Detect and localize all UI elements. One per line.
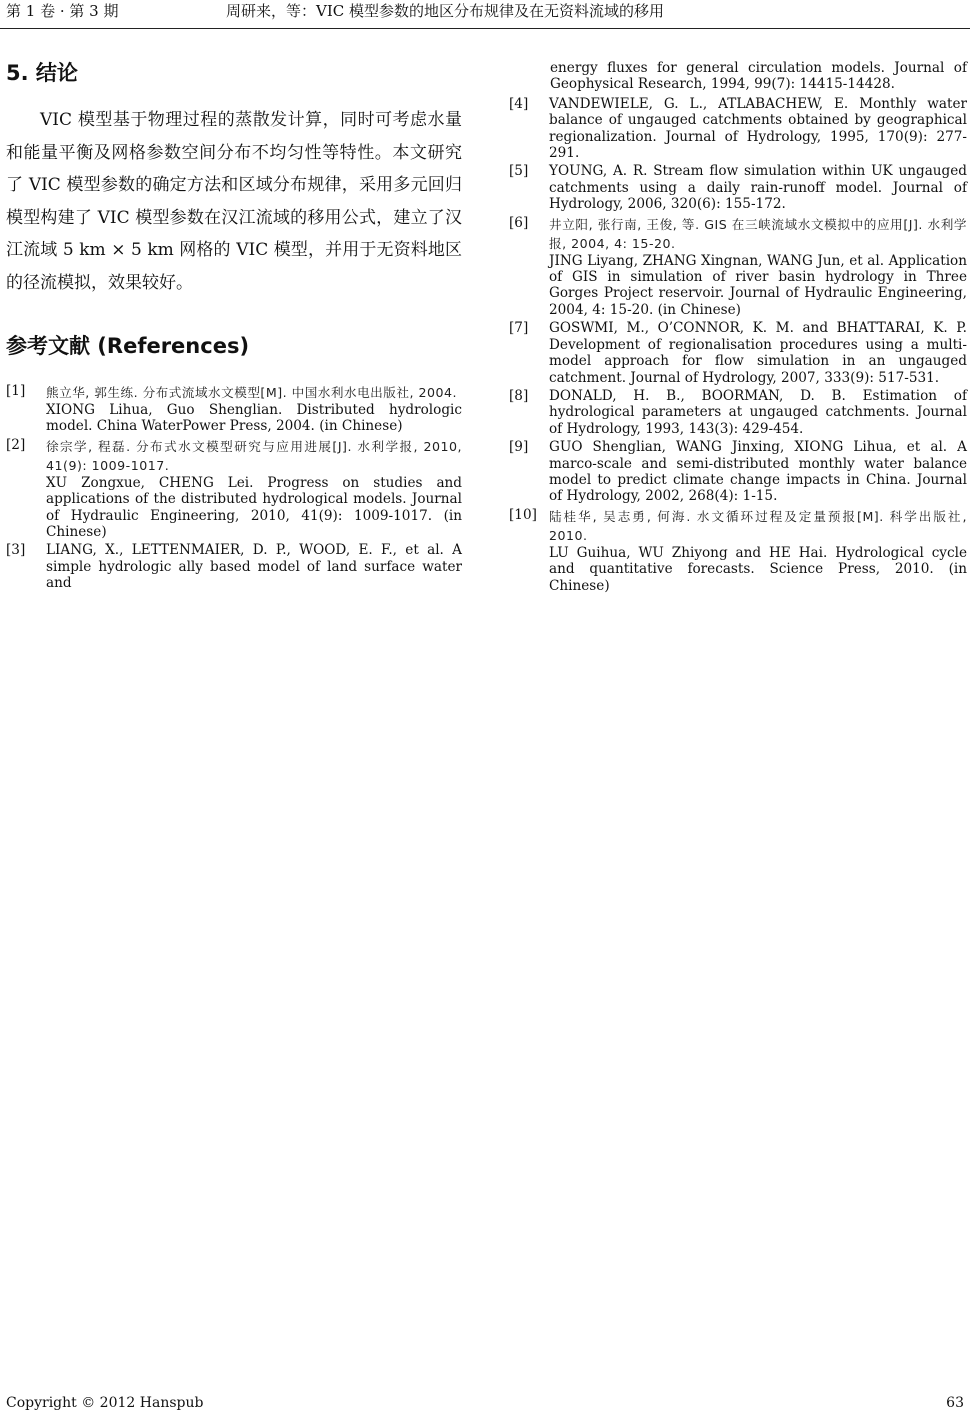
reference-item <box>509 507 967 594</box>
reference-item <box>509 439 967 505</box>
reference-english: GUO Shenglian, WANG Jinxing, XIONG Lihua, et al. A marco-scale and semi-distributed monthly water balance model to predict climate change impacts in China. Journal of Hydrology, 2002, 268(4): 1-15. <box>549 439 967 505</box>
reference-item <box>6 383 462 435</box>
reference-number: [7] <box>509 320 529 337</box>
running-title: 周研来，等：VIC 模型参数的地区分布规律及在无资料流域的移用 <box>226 2 665 20</box>
volume-issue: 第 1 卷 · 第 3 期 <box>6 2 119 20</box>
reference-number: [9] <box>509 439 529 456</box>
reference-chinese: 徐宗学, 程磊. 分布式水文模型研究与应用进展[J]. 水利学报, 2010, 41(9): 1009-1017. <box>46 438 462 473</box>
reference-chinese: 陆桂华, 吴志勇, 何海. 水文循环过程及定量预报[M]. 科学出版社, 2010. <box>549 508 967 543</box>
reference-item <box>6 437 462 541</box>
running-header <box>0 0 970 29</box>
reference-item <box>509 320 967 386</box>
reference-english: JING Liyang, ZHANG Xingnan, WANG Jun, et al. Application of GIS in simulation of river basin hydrology in Three Gorges Project reservoir. Journal of Hydraulic Engineering, 2004, 4: 15-20. (in Chinese) <box>549 252 967 318</box>
reference-chinese: 井立阳, 张行南, 王俊, 等. GIS 在三峡流域水文模拟中的应用[J]. 水利学报, 2004, 4: 15-20. <box>549 216 967 251</box>
copyright-notice: Copyright © 2012 Hanspub <box>6 1395 204 1411</box>
reference-number: [2] <box>6 436 26 453</box>
reference-english: XU Zongxue, CHENG Lei. Progress on studies and applications of the distributed hydrological models. Journal of Hydraulic Engineering, 2010, 41(9): 1009-1017. (in Chinese) <box>46 474 462 541</box>
reference-number: [6] <box>509 214 529 231</box>
reference-english: LIANG, X., LETTENMAIER, D. P., WOOD, E. F., et al. A simple hydrologic ally based model of land surface water and <box>46 542 462 592</box>
reference-item <box>509 388 967 437</box>
section-title-conclusion: 5. 结论 <box>6 61 78 85</box>
reference-number: [10] <box>509 506 537 523</box>
reference-number: [3] <box>6 542 26 559</box>
reference-number: [8] <box>509 387 529 404</box>
reference-number: [1] <box>6 383 26 399</box>
reference-english: XIONG Lihua, Guo Shenglian. Distributed hydrologic model. China WaterPower Press, 2004. (in Chinese) <box>46 402 462 435</box>
reference-english: LU Guihua, WU Zhiyong and HE Hai. Hydrological cycle and quantitative forecasts. Science Press, 2010. (in Chinese) <box>549 544 967 594</box>
reference-english: DONALD, H. B., BOORMAN, D. B. Estimation of hydrological parameters at ungauged catchments. Journal of Hydrology, 1993, 143(3): 429-454. <box>549 387 967 437</box>
reference-english: YOUNG, A. R. Stream flow simulation within UK ungauged catchments using a daily rain-runoff model. Journal of Hydrology, 2006, 320(6): 155-172. <box>549 163 967 213</box>
conclusion-paragraph: VIC 模型基于物理过程的蒸散发计算，同时可考虑水量和能量平衡及网格参数空间分布不均匀性等特性。本文研究了 VIC 模型参数的确定方法和区域分布规律，采用多元回归模型构建了 VIC 模型参数在汉江流域的移用公式，建立了汉江流域 5 km × 5 km 网格的 VIC 模型，并用于无资料地区的径流模拟，效果较好。 <box>6 110 462 293</box>
reference-item <box>6 542 462 591</box>
reference-item <box>509 163 967 212</box>
reference-number: [4] <box>509 95 529 112</box>
reference-chinese: 熊立华, 郭生练. 分布式流域水文模型[M]. 中国水利水电出版社, 2004. <box>46 385 458 400</box>
reference-english: GOSWMI, M., O’CONNOR, K. M. and BHATTARAI, K. P. Development of regionalisation procedures using a multi-model approach for flow simulation in an ungauged catchment. Journal of Hydrology, 2007, 333(9): 517-531. <box>549 320 967 386</box>
reference-item <box>509 96 967 162</box>
reference-continuation: energy fluxes for general circulation models. Journal of Geophysical Research, 1994, 99(7): 14415-14428. <box>550 60 967 93</box>
reference-number: [5] <box>509 163 529 180</box>
page-number: 63 <box>946 1395 964 1411</box>
right-column <box>509 60 967 596</box>
reference-item <box>509 215 967 319</box>
references-title: 参考文献 (References) <box>6 334 250 358</box>
reference-english: VANDEWIELE, G. L., ATLABACHEW, E. Monthly water balance of ungauged catchments obtained by geographical regionalization. Journal of Hydrology, 1995, 170(9): 277-291. <box>549 95 967 162</box>
left-column <box>6 58 462 594</box>
